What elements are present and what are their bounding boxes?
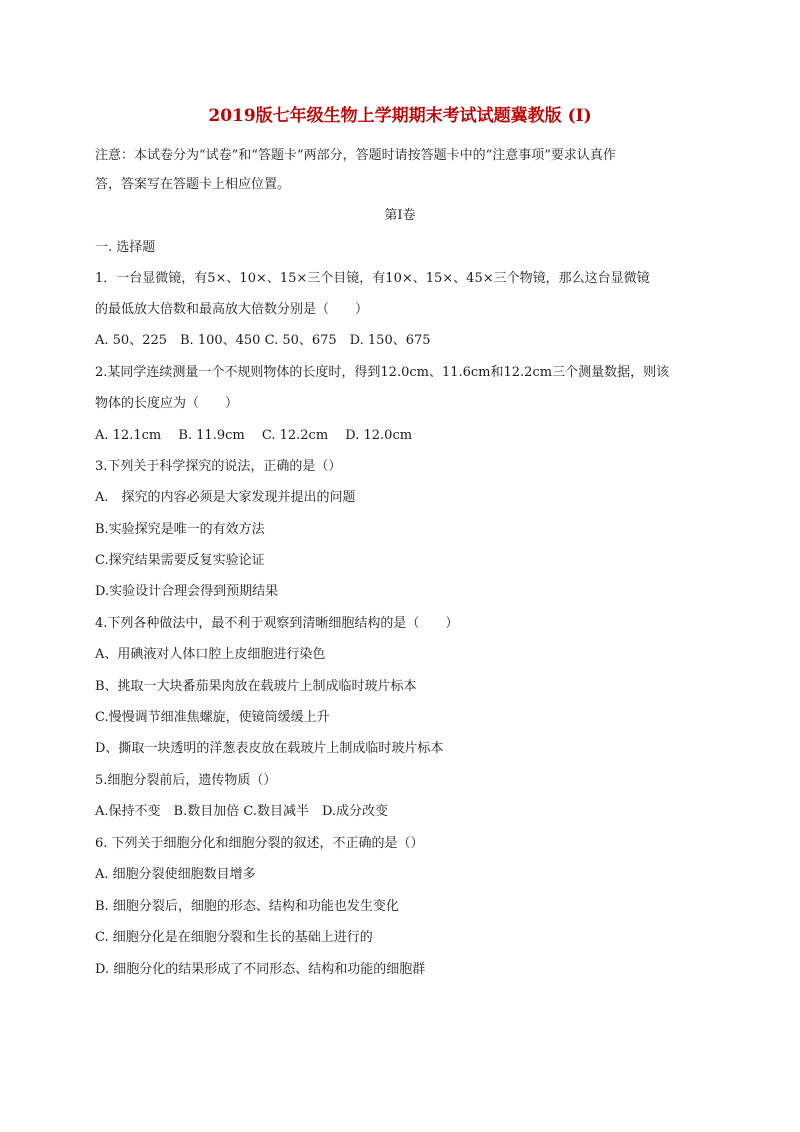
option-line: A. 细胞分裂使细胞数目增多 xyxy=(95,867,256,882)
options-line: A. 50、225 B. 100、450 C. 50、675 D. 150、675 xyxy=(95,333,431,348)
option-line: B. 细胞分裂后，细胞的形态、结构和功能也发生变化 xyxy=(95,899,399,914)
question-line: 物体的长度应为（ ） xyxy=(95,396,239,411)
question-line: 1．一台显微镜，有5×、10×、15×三个目镜，有10×、15×、45×三个物镜，那么这台显微镜 xyxy=(95,271,650,286)
options-line: A.保持不变 B.数目加倍 C.数目减半 D.成分改变 xyxy=(95,804,389,819)
question-line: 4.下列各种做法中，最不利于观察到清晰细胞结构的是（ ） xyxy=(95,616,459,631)
option-line: D.实验设计合理会得到预期结果 xyxy=(95,584,279,599)
notice-line-2: 答，答案写在答题卡上相应位置。 xyxy=(95,177,291,192)
document-title: 2019版七年级生物上学期期末考试试题冀教版 (I) xyxy=(208,106,592,126)
question-line: 3.下列关于科学探究的说法，正确的是（） xyxy=(95,459,342,474)
option-line: D、撕取一块透明的洋葱表皮放在载玻片上制成临时玻片标本 xyxy=(95,741,444,756)
section-heading: 一. 选择题 xyxy=(95,240,156,255)
option-line: C. 细胞分化是在细胞分裂和生长的基础上进行的 xyxy=(95,930,373,945)
option-line: C.慢慢调节细准焦螺旋，使镜筒缓缓上升 xyxy=(95,710,330,725)
option-line: B.实验探究是唯一的有效方法 xyxy=(95,522,265,537)
option-line: D. 细胞分化的结果形成了不同形态、结构和功能的细胞群 xyxy=(95,962,426,977)
option-line: B、挑取一大块番茄果肉放在载玻片上制成临时玻片标本 xyxy=(95,679,417,694)
option-line: C.探究结果需要反复实验论证 xyxy=(95,553,265,568)
option-line: A、用碘液对人体口腔上皮细胞进行染色 xyxy=(95,647,326,662)
option-line: A. 探究的内容必须是大家发现并提出的问题 xyxy=(95,490,356,505)
question-line: 5.细胞分裂前后，遗传物质（） xyxy=(95,773,277,788)
question-line: 2.某同学连续测量一个不规则物体的长度时，得到12.0cm、11.6cm和12.2cm三个测量数据，则该 xyxy=(95,365,670,380)
question-line: 6. 下列关于细胞分化和细胞分裂的叙述，不正确的是（） xyxy=(95,836,424,851)
notice-line-1: 注意：本试卷分为“试卷”和“答题卡”两部分，答题时请按答题卡中的“注意事项”要求认真作 xyxy=(95,148,616,163)
options-line: A. 12.1cm B. 11.9cm C. 12.2cm D. 12.0cm xyxy=(95,428,413,443)
question-line: 的最低放大倍数和最高放大倍数分别是（ ） xyxy=(95,302,369,317)
volume-heading: 第Ⅰ卷 xyxy=(384,208,416,223)
